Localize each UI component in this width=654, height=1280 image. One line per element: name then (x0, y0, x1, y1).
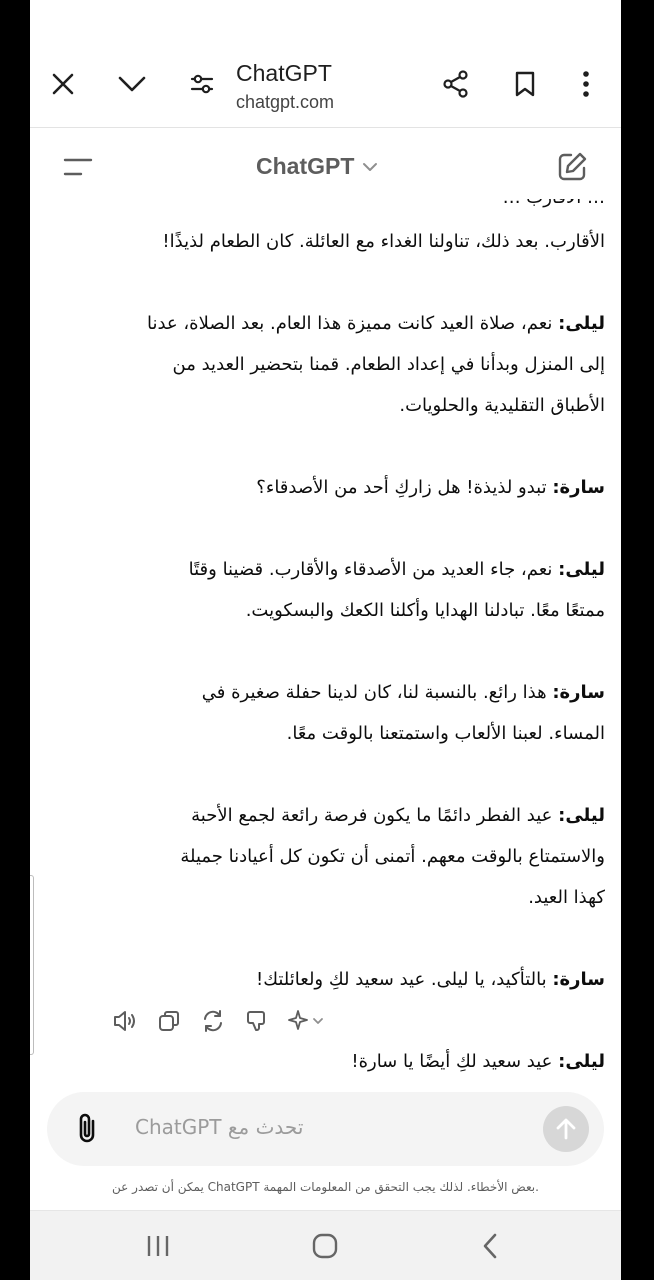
speaker-name: سارة: (552, 682, 605, 703)
message-line: سارة: هذا رائع. بالنسبة لنا، كان لدينا حفلة صغيرة في (201, 682, 605, 703)
speaker-name: ليلى: (558, 559, 605, 580)
model-selector-label: ChatGPT (256, 153, 355, 179)
speaker-name: سارة: (552, 969, 605, 990)
read-aloud-button[interactable] (110, 1006, 140, 1036)
message-line: إلى المنزل وبدأنا في إعداد الطعام. قمنا بتحضير العديد من (172, 354, 605, 375)
sparkle-icon (287, 1009, 325, 1033)
message-line: سارة: بالتأكيد، يا ليلى. عيد سعيد لكِ ولعائلتك! (255, 969, 605, 990)
close-icon (51, 72, 75, 96)
bad-response-button[interactable] (242, 1006, 272, 1036)
more-options-button[interactable] (566, 64, 606, 104)
status-bar (30, 0, 621, 42)
message-line: ليلى: عيد سعيد لكِ أيضًا يا سارة! (351, 1051, 605, 1072)
regenerate-button[interactable] (198, 1006, 228, 1036)
bookmark-button[interactable] (505, 64, 545, 104)
tune-icon (189, 71, 215, 97)
new-chat-button[interactable] (554, 149, 590, 185)
menu-icon (60, 149, 96, 185)
system-navigation-bar (30, 1210, 621, 1280)
minimize-button[interactable] (112, 64, 152, 104)
recent-apps-icon (145, 1234, 171, 1258)
paragraph-gap (85, 262, 605, 303)
browser-header (30, 42, 621, 128)
paragraph-gap (85, 426, 605, 467)
speaker-name: ليلى: (558, 313, 605, 334)
message-line: الأطباق التقليدية والحلويات. (399, 395, 605, 416)
chevron-down-icon (362, 161, 378, 173)
send-button[interactable] (543, 1106, 589, 1152)
message-composer[interactable] (47, 1092, 604, 1166)
message-line: ليلى: نعم، جاء العديد من الأصدقاء والأقارب. قضينا وقتًا (188, 559, 605, 580)
message-line: ليلى: عيد الفطر دائمًا ما يكون فرصة رائعة لجمع الأحبة (191, 805, 605, 826)
share-icon (442, 70, 470, 98)
speaker-name: سارة: (552, 477, 605, 498)
copy-icon (157, 1009, 181, 1033)
message-line: المساء. لعبنا الألعاب واستمتعنا بالوقت معًا. (286, 723, 605, 744)
message-line: ليلى: نعم، صلاة العيد كانت مميزة هذا العام. بعد الصلاة، عدنا (146, 313, 605, 334)
home-button[interactable] (305, 1229, 345, 1263)
chevron-down-icon (118, 74, 146, 94)
message-line: سارة: تبدو لذيذة! هل زاركِ أحد من الأصدقاء؟ (256, 477, 605, 498)
model-selector[interactable] (256, 153, 378, 180)
copy-button[interactable] (154, 1006, 184, 1036)
arrow-up-icon (555, 1117, 577, 1141)
disclaimer-text: .بعض الأخطاء. لذلك يجب التحقق من المعلومات المهمة ChatGPT يمكن أن تصدر عن (112, 1180, 539, 1194)
page-url[interactable]: chatgpt.com (236, 92, 335, 112)
conversation-area (30, 199, 621, 1089)
back-icon (482, 1233, 498, 1259)
more-vertical-icon (582, 71, 590, 97)
thumbs-down-icon (245, 1009, 269, 1033)
page-title: ChatGPT (236, 60, 332, 86)
message-actions (110, 1004, 326, 1038)
bookmark-icon (514, 71, 536, 97)
paragraph-gap (85, 754, 605, 795)
message-line: الأقارب. بعد ذلك، تناولنا الغداء مع العائلة. كان الطعام لذيذًا! (162, 231, 605, 252)
share-button[interactable] (436, 64, 476, 104)
message-line: ممتعًا معًا. تبادلنا الهدايا وأكلنا الكعك والبسكويت. (245, 600, 605, 621)
sidebar-menu-button[interactable] (60, 149, 96, 185)
site-settings-button[interactable] (182, 64, 222, 104)
paragraph-gap (85, 508, 605, 549)
recent-apps-button[interactable] (138, 1229, 178, 1263)
paragraph-gap (85, 631, 605, 672)
regenerate-icon (201, 1009, 225, 1033)
message-line: كهذا العيد. (528, 887, 605, 908)
phone-screen (30, 0, 621, 1280)
model-switch-button[interactable] (286, 1006, 326, 1036)
home-icon (312, 1233, 338, 1259)
scroll-handle[interactable] (30, 875, 34, 1055)
speaker-name: ليلى: (558, 805, 605, 826)
back-button[interactable] (470, 1229, 510, 1263)
message-input[interactable]: تحدث مع ChatGPT (135, 1115, 304, 1139)
message-line: والاستمتاع بالوقت معهم. أتمنى أن تكون كل أعيادنا جميلة (180, 846, 605, 867)
paperclip-icon (71, 1111, 105, 1147)
chat-header (30, 129, 621, 199)
edit-icon (554, 149, 590, 185)
speaker-icon (112, 1009, 138, 1033)
close-button[interactable] (43, 64, 83, 104)
speaker-name: ليلى: (558, 1051, 605, 1072)
assistant-message (85, 221, 605, 1082)
attach-button[interactable] (71, 1111, 105, 1147)
paragraph-gap (85, 918, 605, 959)
